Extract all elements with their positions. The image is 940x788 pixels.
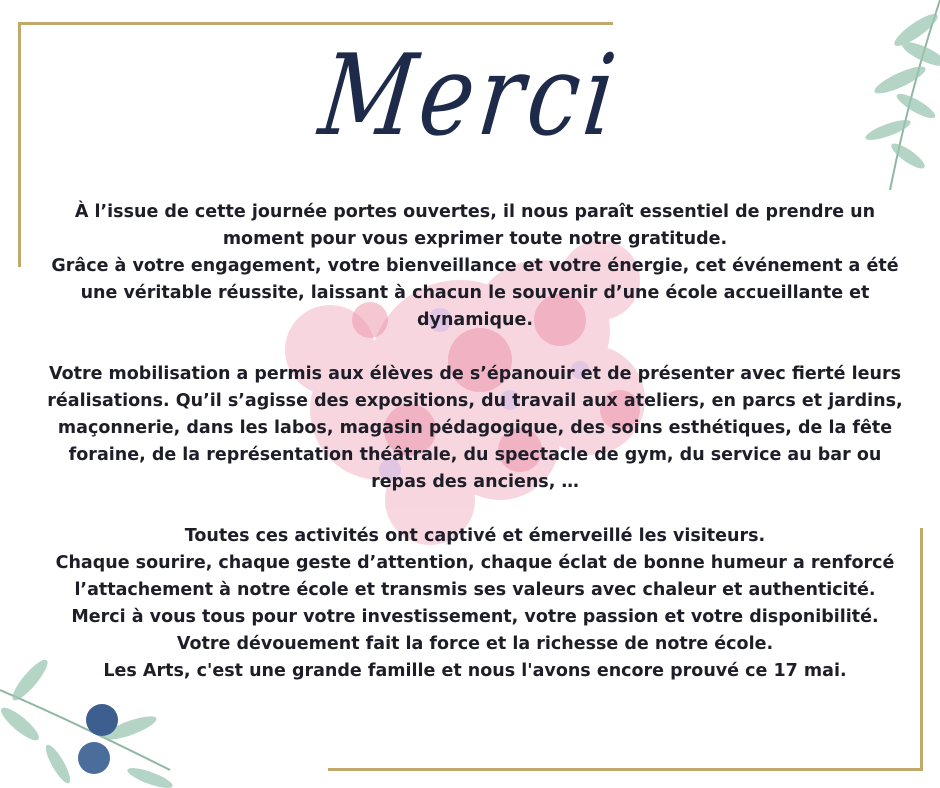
paragraph-line: À l’issue de cette journée portes ouvertes, il nous paraît essentiel de prendre un moment pour vous exprimer toute notre gratitude. <box>74 202 876 249</box>
thank-you-message <box>40 199 910 685</box>
paragraph-gap <box>40 334 910 361</box>
paragraph-line: Votre dévouement fait la force et la richesse de notre école. <box>176 634 774 654</box>
paragraph-gap <box>40 496 910 523</box>
paragraph-line: Votre mobilisation a permis aux élèves de s’épanouir et de présenter avec fierté leurs réalisations. Qu’il s’agisse des expositions, du travail aux ateliers, en parcs et jardins, maçonnerie, dans les labos, magasin pédagogique, des soins esthétiques, de la fête foraine, de la représentation théâtrale, du spectacle de gym, du service au bar ou repas des anciens, … <box>47 364 903 492</box>
paragraph-line: Les Arts, c'est une grande famille et nous l'avons encore prouvé ce 17 mai. <box>103 661 847 681</box>
page-title: Merci <box>313 31 627 161</box>
paragraph-line: Toutes ces activités ont captivé et émerveillé les visiteurs. <box>184 526 766 546</box>
frame-top-line <box>18 22 613 25</box>
paragraph-line: Grâce à votre engagement, votre bienveillance et votre énergie, cet événement a été une véritable réussite, laissant à chacun le souvenir d’une école accueillante et dynamique. <box>51 256 899 330</box>
paragraph-line: Chaque sourire, chaque geste d’attention, chaque éclat de bonne humeur a renforcé l’attachement à notre école et transmis ses valeurs avec chaleur et authenticité. <box>55 553 895 600</box>
frame-bottom-line <box>328 768 923 771</box>
frame-left-line <box>18 22 21 267</box>
paragraph-line: Merci à vous tous pour votre investissement, votre passion et votre disponibilité. <box>71 607 879 627</box>
frame-right-line <box>920 528 923 771</box>
